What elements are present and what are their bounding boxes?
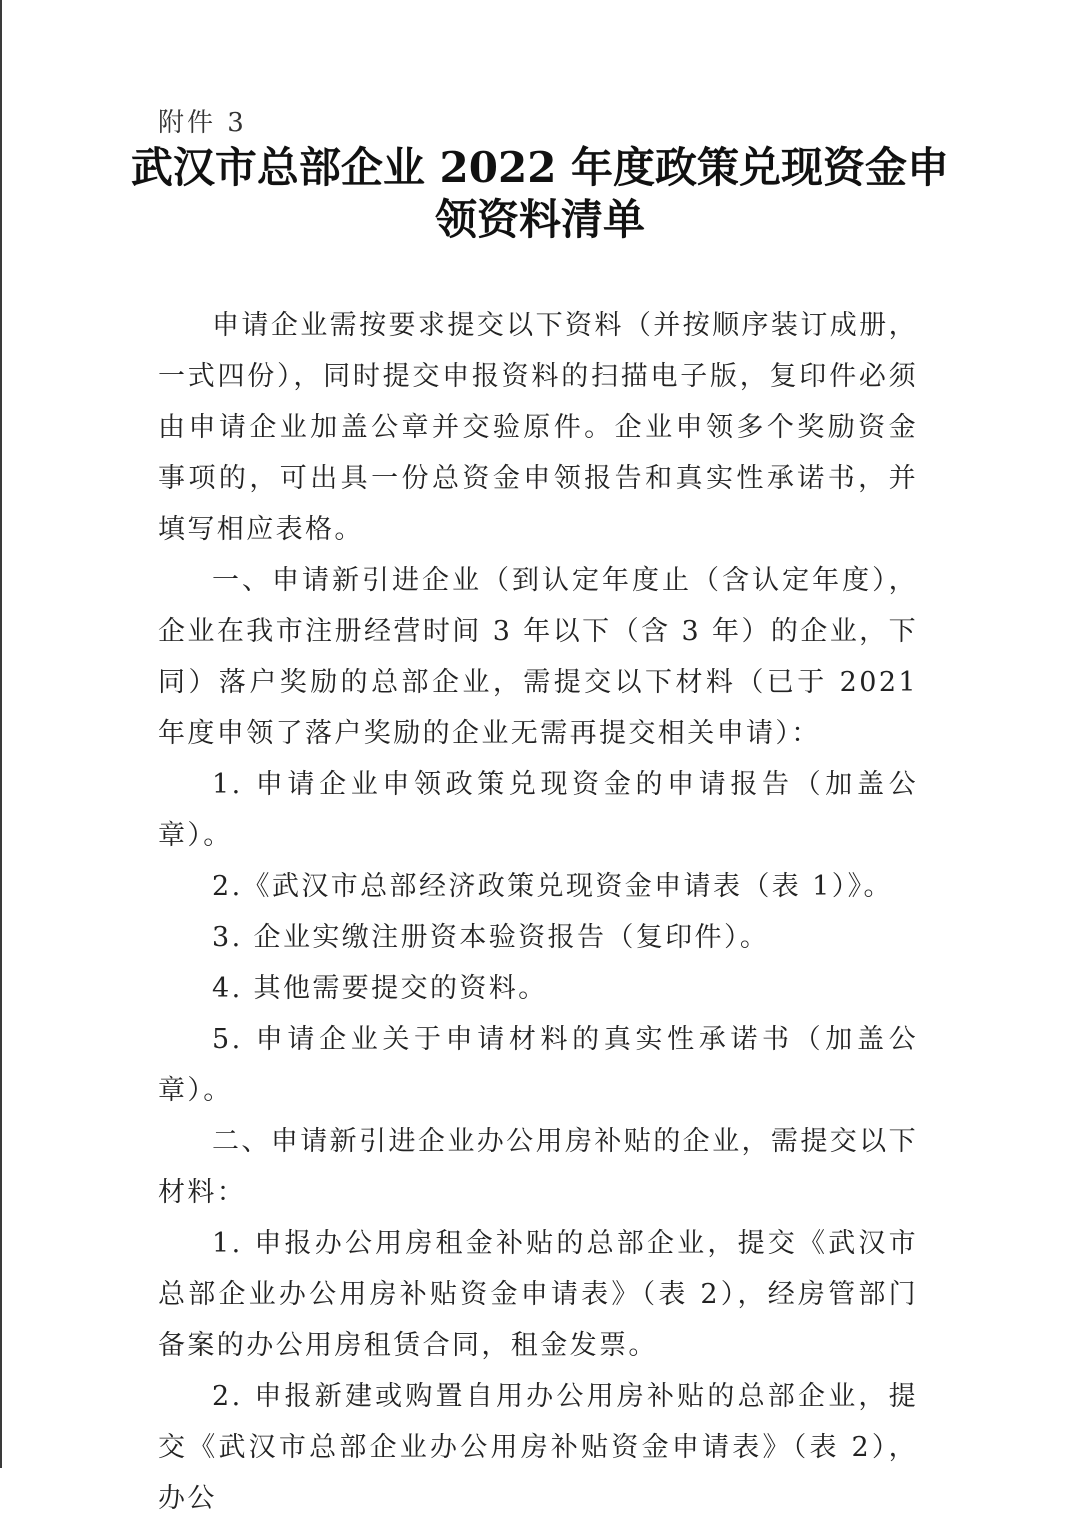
section-2-heading: 二、申请新引进企业办公用房补贴的企业，需提交以下材料：	[158, 1126, 918, 1208]
section-1-item-4: 4. 其他需要提交的资料。	[212, 973, 548, 1004]
page-left-border	[0, 0, 2, 1468]
attachment-label: 附件 3	[158, 108, 247, 138]
section-2-item-1: 1. 申报办公用房租金补贴的总部企业，提交《武汉市总部企业办公用房补贴资金申请表》（表 2），经房管部门备案的办公用房租赁合同，租金发票。	[158, 1228, 918, 1361]
intro-paragraph: 申请企业需按要求提交以下资料（并按顺序装订成册，一式四份），同时提交申报资料的扫描电子版，复印件必须由申请企业加盖公章并交验原件。企业申领多个奖励资金事项的，可出具一份总资金申领报告和真实性承诺书，并填写相应表格。	[158, 310, 918, 545]
section-1-item-3: 3. 企业实缴注册资本验资报告（复印件）。	[212, 922, 770, 953]
section-1-heading: 一、申请新引进企业（到认定年度止（含认定年度），企业在我市注册经营时间 3 年以下（含 3 年）的企业，下同）落户奖励的总部企业，需提交以下材料（已于 2021 年度申领了落户奖励的企业无需再提交相关申请）：	[158, 565, 918, 749]
title-line-2: 领资料清单	[434, 195, 645, 244]
section-1-item-5: 5. 申请企业关于申请材料的真实性承诺书（加盖公章）。	[158, 1024, 918, 1106]
title-line-1: 武汉市总部企业 2022 年度政策兑现资金申	[130, 143, 950, 192]
section-2-item-2: 2. 申报新建或购置自用办公用房补贴的总部企业，提交《武汉市总部企业办公用房补贴资金申请表》（表 2），办公	[158, 1381, 918, 1514]
document-title	[100, 142, 980, 246]
document-body	[158, 300, 918, 1524]
section-1-item-2: 2.《武汉市总部经济政策兑现资金申请表（表 1）》。	[212, 871, 893, 902]
section-1-item-1: 1. 申请企业申领政策兑现资金的申请报告（加盖公章）。	[158, 769, 918, 851]
